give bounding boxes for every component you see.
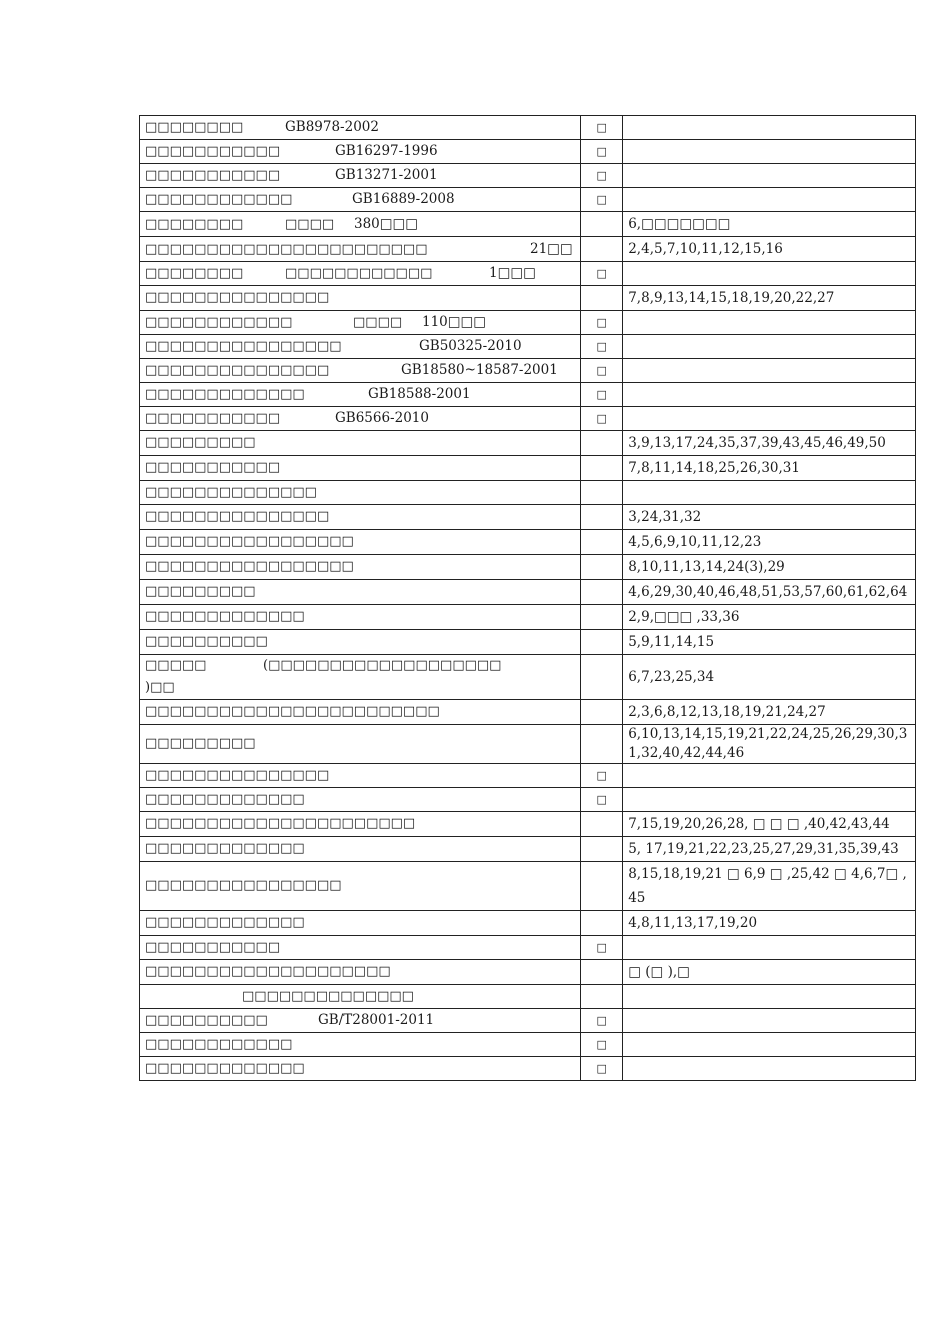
requirement-cell — [140, 481, 581, 505]
clause-reference: 7,8,9,13,14,15,18,19,20,22,27 — [628, 290, 835, 306]
clause-reference: 4,8,11,13,17,19,20 — [628, 915, 758, 931]
requirement-cell — [140, 936, 581, 960]
requirement-text: GB18580~18587-2001 — [401, 362, 558, 378]
table-row — [140, 960, 916, 985]
requirement-text: □□□□□ — [145, 658, 207, 673]
requirement-text: □□□□□□□□□□□□ — [145, 315, 293, 330]
clause-reference: 2,9,□□□ ,33,36 — [628, 609, 740, 625]
requirement-text: □□□□□□□□□□ — [145, 1013, 268, 1028]
applicability-mark — [581, 580, 623, 605]
clause-reference-cell — [623, 837, 916, 862]
requirement-text: □□□□□□□□□□□□□ — [145, 387, 305, 402]
applicability-mark: □ — [581, 1033, 623, 1057]
clause-reference-cell — [623, 505, 916, 530]
requirement-text: GB16889-2008 — [352, 191, 455, 207]
table-row — [140, 164, 916, 188]
table-row — [140, 505, 916, 530]
clause-reference-cell — [623, 555, 916, 580]
clause-reference: 7,8,11,14,18,25,26,30,31 — [628, 460, 800, 476]
applicability-mark — [581, 456, 623, 481]
clause-reference-cell — [623, 605, 916, 630]
requirement-cell — [140, 605, 581, 630]
requirement-text: □□□□□□□□□□□□□□□ — [145, 363, 330, 378]
requirement-cell — [140, 311, 581, 335]
requirement-text: □□□□□□□□□□□ — [145, 411, 281, 426]
requirement-cell — [140, 286, 581, 311]
table-body — [140, 116, 916, 1081]
applicability-mark: □ — [581, 359, 623, 383]
clause-reference: 5,9,11,14,15 — [628, 634, 715, 650]
clause-reference: 6,10,13,14,15,19,21,22,24,25,26,29,30,31,32,40,42,44,46 — [628, 726, 908, 761]
applicability-mark — [581, 812, 623, 837]
requirement-text: □□□□□□□□□□□□□□□ — [145, 509, 330, 524]
clause-reference-cell — [623, 383, 916, 407]
requirement-cell — [140, 237, 581, 262]
table-row — [140, 1033, 916, 1057]
clause-reference-cell — [623, 1033, 916, 1057]
table-row — [140, 630, 916, 655]
requirement-text: GB13271-2001 — [335, 167, 438, 183]
clause-reference-cell — [623, 188, 916, 212]
requirement-text: □□□□□□□□□□□□□□□□□ — [145, 534, 354, 549]
requirement-text: □□□□□□□□□□□□ — [285, 266, 433, 281]
clause-reference: 6,7,23,25,34 — [628, 669, 715, 685]
clause-reference-cell — [623, 140, 916, 164]
applicability-mark — [581, 700, 623, 725]
requirement-text: GB50325-2010 — [419, 338, 522, 354]
clause-reference: 8,10,11,13,14,24(3),29 — [628, 559, 785, 575]
requirement-text: (□□□□□□□□□□□□□□□□□□□ — [263, 658, 502, 673]
requirement-text: □□□□□□□□□□□□□ — [145, 609, 305, 624]
applicability-mark: □ — [581, 936, 623, 960]
requirement-cell — [140, 383, 581, 407]
requirement-text: □□□□□□□□□□□ — [145, 939, 281, 955]
clause-reference-cell — [623, 725, 916, 764]
requirement-cell — [140, 764, 581, 788]
applicability-mark: □ — [581, 262, 623, 286]
applicability-mark: □ — [581, 383, 623, 407]
table-row — [140, 407, 916, 431]
applicability-mark — [581, 431, 623, 456]
clause-reference: 3,9,13,17,24,35,37,39,43,45,46,49,50 — [628, 435, 886, 451]
clause-reference-cell — [623, 262, 916, 286]
requirement-text: □□□□□□□□□□□ — [145, 168, 281, 183]
requirement-text: □□□□□□□□□□□□□□□ — [145, 290, 330, 305]
requirement-cell — [140, 788, 581, 812]
requirement-text: □□□□□□□□□□□□□ — [145, 791, 305, 807]
requirement-cell — [140, 725, 581, 764]
clause-reference-cell — [623, 812, 916, 837]
requirement-text: □□□□□□□□□□□□□□□□□ — [145, 559, 354, 574]
requirement-text: □□□□□□□□□□□ — [145, 460, 281, 475]
requirement-text: □□□□□□□□□□□□□□□□ — [145, 878, 342, 893]
requirement-text: )□□ — [145, 680, 175, 695]
clause-reference-cell — [623, 1009, 916, 1033]
requirement-text: GB6566-2010 — [335, 410, 429, 426]
requirement-cell — [140, 188, 581, 212]
applicability-mark — [581, 655, 623, 700]
applicability-mark — [581, 725, 623, 764]
requirement-cell — [140, 1033, 581, 1057]
clause-reference-cell — [623, 481, 916, 505]
requirement-cell — [140, 700, 581, 725]
applicability-mark: □ — [581, 335, 623, 359]
clause-reference-cell — [623, 788, 916, 812]
table-row — [140, 335, 916, 359]
table-row — [140, 311, 916, 335]
clause-reference-cell — [623, 764, 916, 788]
clause-reference-cell — [623, 936, 916, 960]
requirement-cell — [140, 655, 581, 700]
clause-reference: 2,4,5,7,10,11,12,15,16 — [628, 241, 783, 257]
clause-reference-cell — [623, 237, 916, 262]
table-row — [140, 1057, 916, 1081]
applicability-mark — [581, 911, 623, 936]
applicability-mark — [581, 237, 623, 262]
requirement-text: □□□□□□□□□□ — [145, 634, 268, 649]
table-row — [140, 359, 916, 383]
table-row — [140, 985, 916, 1009]
applicability-mark: □ — [581, 788, 623, 812]
requirement-text: □□□□ — [285, 216, 335, 232]
clause-reference-cell — [623, 456, 916, 481]
applicability-mark: □ — [581, 116, 623, 140]
requirement-text: □□□□□□□□□□□□□□ — [145, 484, 317, 500]
applicability-mark — [581, 862, 623, 911]
applicability-mark: □ — [581, 764, 623, 788]
requirement-cell — [140, 985, 581, 1009]
requirement-cell — [140, 335, 581, 359]
requirement-text: □□□□□□□□□□□□□ — [145, 1060, 305, 1076]
table-row — [140, 862, 916, 911]
clause-reference-cell — [623, 164, 916, 188]
table-row — [140, 936, 916, 960]
applicability-mark: □ — [581, 1009, 623, 1033]
clause-reference: □ (□ ),□ — [628, 964, 690, 980]
requirement-text: 21□□ — [530, 240, 573, 257]
requirement-text: □□□□□□□□□□□□ — [145, 1036, 293, 1052]
applicability-mark: □ — [581, 407, 623, 431]
requirement-cell — [140, 407, 581, 431]
clause-reference-cell — [623, 580, 916, 605]
requirement-text: □□□□□□□□□□□ — [145, 144, 281, 159]
requirement-cell — [140, 212, 581, 237]
clause-reference-cell — [623, 655, 916, 700]
requirement-text: □□□□□□□□□ — [145, 736, 256, 751]
clause-reference: 3,24,31,32 — [628, 509, 702, 525]
requirement-cell — [140, 164, 581, 188]
requirement-text: □□□□□□□□□□□□ — [145, 192, 293, 207]
table-row — [140, 530, 916, 555]
applicability-mark — [581, 555, 623, 580]
clause-reference-cell — [623, 985, 916, 1009]
requirement-text: □□□□□□□□ — [145, 120, 244, 135]
table-row — [140, 605, 916, 630]
requirement-text: GB8978-2002 — [285, 119, 379, 135]
requirement-text: □□□□□□□□□□□□□□□□□□□□ — [145, 964, 391, 979]
clause-reference-cell — [623, 116, 916, 140]
requirement-text: □□□□□□□□□□□□□□□□□□□□□□ — [145, 816, 416, 831]
requirement-cell — [140, 505, 581, 530]
table-row — [140, 580, 916, 605]
requirement-text: □□□□□□□□□ — [145, 435, 256, 450]
requirement-cell — [140, 555, 581, 580]
requirement-text: □□□□□□□□□□□□□□□□□□□□□□□□ — [145, 704, 440, 719]
clause-reference-cell — [623, 960, 916, 985]
clause-reference: 7,15,19,20,26,28, □ □ □ ,40,42,43,44 — [628, 816, 890, 832]
clause-reference-cell — [623, 862, 916, 911]
table-row — [140, 481, 916, 505]
clause-reference-cell — [623, 212, 916, 237]
table-row — [140, 911, 916, 936]
applicability-mark — [581, 960, 623, 985]
requirement-text: □□□□□□□□□□□□□□□□□□□□□□□ — [145, 241, 428, 257]
requirement-cell — [140, 862, 581, 911]
applicability-mark — [581, 212, 623, 237]
clause-reference-cell — [623, 431, 916, 456]
regulation-table — [139, 115, 916, 1081]
requirement-cell — [140, 837, 581, 862]
requirement-text: □□□□□□□□□□□□□□ — [242, 988, 414, 1004]
requirement-cell — [140, 1057, 581, 1081]
requirement-text: 1□□□ — [489, 265, 536, 281]
clause-reference: 4,6,29,30,40,46,48,51,53,57,60,61,62,64 — [628, 584, 908, 600]
requirement-cell — [140, 911, 581, 936]
applicability-mark: □ — [581, 311, 623, 335]
table-row — [140, 764, 916, 788]
requirement-cell — [140, 359, 581, 383]
table-row — [140, 212, 916, 237]
requirement-cell — [140, 1009, 581, 1033]
requirement-text: □□□□□□□□□□□□□ — [145, 841, 305, 856]
requirement-cell — [140, 116, 581, 140]
requirement-text: □□□□□□□□□□□□□ — [145, 915, 305, 930]
clause-reference: 2,3,6,8,12,13,18,19,21,24,27 — [628, 704, 826, 720]
requirement-text: □□□□□□□□ — [145, 216, 244, 232]
table-row — [140, 700, 916, 725]
requirement-text: GB16297-1996 — [335, 143, 438, 159]
clause-reference: 4,5,6,9,10,11,12,23 — [628, 534, 762, 550]
clause-reference-cell — [623, 630, 916, 655]
table-row — [140, 383, 916, 407]
table-row — [140, 188, 916, 212]
requirement-text: 380□□□ — [354, 215, 419, 232]
requirement-cell — [140, 431, 581, 456]
requirement-text: □□□□□□□□□ — [145, 584, 256, 599]
table-row — [140, 237, 916, 262]
requirement-cell — [140, 580, 581, 605]
clause-reference-cell — [623, 359, 916, 383]
clause-reference-cell — [623, 286, 916, 311]
requirement-cell — [140, 456, 581, 481]
requirement-cell — [140, 262, 581, 286]
table-row — [140, 655, 916, 700]
table-row — [140, 286, 916, 311]
requirement-cell — [140, 530, 581, 555]
requirement-text: □□□□□□□□ — [145, 266, 244, 281]
applicability-mark — [581, 985, 623, 1009]
table-row — [140, 725, 916, 764]
clause-reference-cell — [623, 1057, 916, 1081]
clause-reference-cell — [623, 911, 916, 936]
table-row — [140, 262, 916, 286]
requirement-cell — [140, 140, 581, 164]
requirement-text: GB/T28001-2011 — [318, 1012, 435, 1028]
requirement-text: □□□□□□□□□□□□□□□ — [145, 767, 330, 783]
applicability-mark — [581, 530, 623, 555]
applicability-mark — [581, 605, 623, 630]
table-row — [140, 431, 916, 456]
clause-reference: 8,15,18,19,21 □ 6,9 □ ,25,42 □ 4,6,7□ ,45 — [628, 866, 907, 906]
clause-reference-cell — [623, 530, 916, 555]
requirement-text: GB18588-2001 — [368, 386, 471, 402]
applicability-mark — [581, 481, 623, 505]
clause-reference-cell — [623, 407, 916, 431]
table-row — [140, 116, 916, 140]
clause-reference-cell — [623, 311, 916, 335]
requirement-cell — [140, 630, 581, 655]
clause-reference-cell — [623, 335, 916, 359]
table-row — [140, 812, 916, 837]
applicability-mark: □ — [581, 164, 623, 188]
applicability-mark: □ — [581, 1057, 623, 1081]
clause-reference-cell — [623, 700, 916, 725]
requirement-text: □□□□□□□□□□□□□□□□ — [145, 339, 342, 354]
clause-reference: 6,□□□□□□□ — [628, 216, 731, 232]
applicability-mark — [581, 286, 623, 311]
requirement-text: 110□□□ — [422, 314, 487, 330]
requirement-cell — [140, 812, 581, 837]
applicability-mark — [581, 630, 623, 655]
table-row — [140, 456, 916, 481]
requirement-text: □□□□ — [353, 315, 403, 330]
table-row — [140, 555, 916, 580]
clause-reference: 5, 17,19,21,22,23,25,27,29,31,35,39,43 — [628, 841, 899, 857]
requirement-cell — [140, 960, 581, 985]
applicability-mark — [581, 505, 623, 530]
table-row — [140, 788, 916, 812]
applicability-mark: □ — [581, 140, 623, 164]
table-row — [140, 140, 916, 164]
table-row — [140, 1009, 916, 1033]
applicability-mark — [581, 837, 623, 862]
table-row — [140, 837, 916, 862]
applicability-mark: □ — [581, 188, 623, 212]
